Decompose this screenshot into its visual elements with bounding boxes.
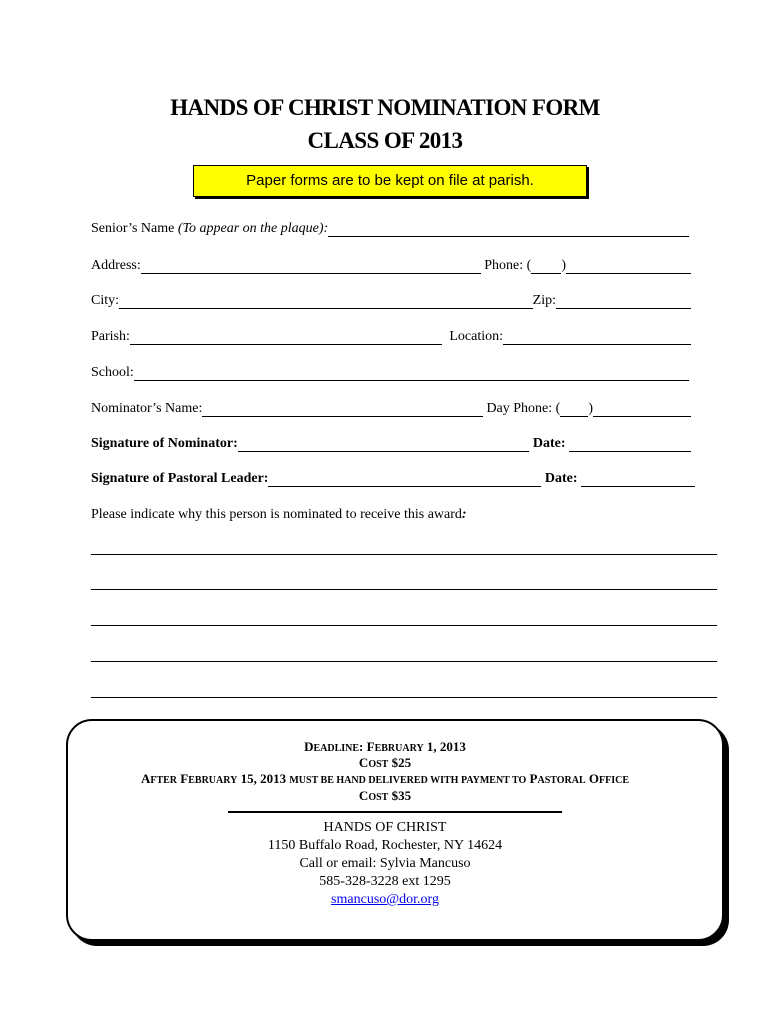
pastoral-signature-row — [91, 467, 695, 487]
senior-name-note: (To appear on the plaque): — [177, 221, 329, 236]
contact-line: Call or email: Sylvia Mancuso — [299, 856, 471, 871]
cost-35-text: COST $35 — [358, 788, 412, 803]
contact-email-link[interactable]: smancuso@dor.org — [331, 892, 439, 907]
reason-line-5[interactable] — [91, 697, 717, 698]
parish-field[interactable] — [130, 330, 442, 345]
city-label: City: — [91, 293, 120, 308]
reason-prompt-text: Please indicate why this person is nominated to receive this award — [91, 507, 462, 522]
form-title: HANDS OF CHRIST NOMINATION FORM — [170, 95, 600, 120]
org-address: 1150 Buffalo Road, Rochester, NY 14624 — [267, 838, 503, 853]
phone-paren: ) — [561, 258, 566, 273]
parish-row — [91, 325, 691, 345]
reason-line-4[interactable] — [91, 661, 717, 662]
nominator-signature-label: Signature of Nominator: — [91, 436, 238, 451]
senior-name-label: Senior’s Name — [91, 221, 178, 236]
school-label: School: — [91, 365, 134, 380]
city-field[interactable] — [119, 294, 533, 309]
phone-field[interactable] — [566, 259, 691, 274]
school-row — [91, 361, 691, 381]
day-phone-paren: ) — [588, 401, 593, 416]
zip-field[interactable] — [556, 294, 691, 309]
reason-line-2[interactable] — [91, 589, 717, 590]
reason-line-3[interactable] — [91, 625, 717, 626]
paper-forms-notice: Paper forms are to be kept on file at parish. — [193, 165, 587, 197]
nominator-signature-field[interactable] — [238, 437, 530, 452]
nominator-date-field[interactable] — [569, 437, 691, 452]
nominator-signature-row — [91, 432, 691, 452]
nominator-name-field[interactable] — [202, 402, 483, 417]
form-subtitle: CLASS OF 2013 — [307, 128, 463, 153]
zip-label: Zip: — [532, 293, 556, 308]
nominator-row — [91, 397, 691, 417]
address-row — [91, 254, 691, 274]
school-field[interactable] — [134, 366, 689, 381]
day-phone-field[interactable] — [593, 402, 691, 417]
pastoral-signature-field[interactable] — [268, 472, 541, 487]
city-row — [91, 289, 691, 309]
location-label: Location: — [442, 329, 503, 344]
phone-area-code-field[interactable] — [531, 259, 561, 274]
contact-phone: 585-328-3228 ext 1295 — [319, 874, 451, 889]
day-phone-label: Day Phone: ( — [482, 401, 561, 416]
nominator-date-label: Date: — [529, 436, 569, 451]
senior-name-field[interactable] — [328, 222, 689, 237]
day-phone-area-code-field[interactable] — [560, 402, 588, 417]
reason-prompt-colon: : — [461, 507, 467, 522]
senior-name-row — [91, 217, 691, 237]
address-label: Address: — [91, 258, 141, 273]
cost-25-text: COST $25 — [358, 755, 412, 770]
pastoral-signature-label: Signature of Pastoral Leader: — [91, 471, 269, 486]
late-delivery-text: AFTER FEBRUARY 15, 2013 MUST BE HAND DELIVERED WITH PAYMENT TO PASTORAL OFFICE — [140, 771, 630, 786]
nominator-name-label: Nominator’s Name: — [91, 401, 203, 416]
divider — [228, 811, 562, 813]
pastoral-date-label: Date: — [541, 471, 581, 486]
phone-label: Phone: ( — [480, 258, 532, 273]
pastoral-date-field[interactable] — [581, 472, 695, 487]
deadline-text: DEADLINE: FEBRUARY 1, 2013 — [304, 739, 466, 754]
address-field[interactable] — [141, 259, 481, 274]
location-field[interactable] — [503, 330, 691, 345]
reason-prompt — [91, 503, 691, 523]
contact-email-row — [0, 892, 770, 908]
parish-label: Parish: — [91, 329, 130, 344]
reason-line-1[interactable] — [91, 554, 717, 555]
org-name: HANDS OF CHRIST — [323, 820, 447, 835]
